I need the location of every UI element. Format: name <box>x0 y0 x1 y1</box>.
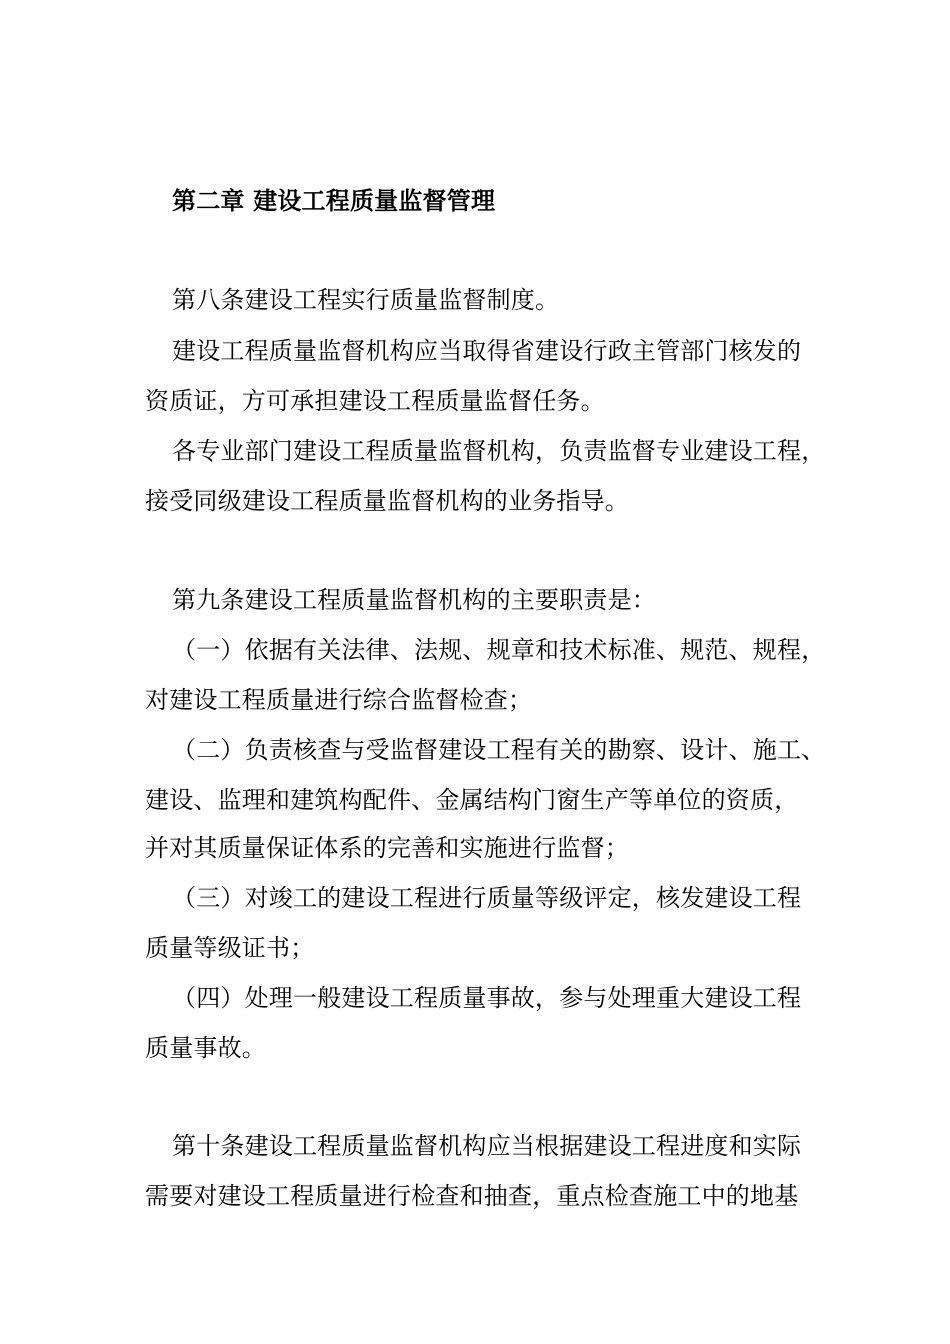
article9-item2-line1: （二）负责核查与受监督建设工程有关的勘察、设计、施工、 <box>172 736 826 764</box>
article9-item2-line3: 并对其质量保证体系的完善和实施进行监督； <box>145 834 629 862</box>
article8-line5: 接受同级建设工程质量监督机构的业务指导。 <box>145 487 629 515</box>
chapter-title: 第二章 建设工程质量监督管理 <box>172 186 496 215</box>
article10-line1: 第十条建设工程质量监督机构应当根据建设工程进度和实际 <box>172 1132 802 1160</box>
article9-item2-line2: 建设、监理和建筑构配件、金属结构门窗生产等单位的资质， <box>145 786 799 814</box>
article8-line2: 建设工程质量监督机构应当取得省建设行政主管部门核发的 <box>172 337 802 365</box>
article8-line4: 各专业部门建设工程质量监督机构，负责监督专业建设工程， <box>172 437 826 465</box>
article9-item3-line2: 质量等级证书； <box>145 934 315 962</box>
article9-item1-line2: 对建设工程质量进行综合监督检查； <box>145 686 533 714</box>
article9-item4-line2: 质量事故。 <box>145 1034 266 1062</box>
article9-item1-line1: （一）依据有关法律、法规、规章和技术标准、规范、规程， <box>172 636 826 664</box>
article10-line2: 需要对建设工程质量进行检查和抽查，重点检查施工中的地基 <box>145 1182 799 1210</box>
article9-item4-line1: （四）处理一般建设工程质量事故，参与处理重大建设工程 <box>172 984 802 1012</box>
article9-line1: 第九条建设工程质量监督机构的主要职责是： <box>172 586 656 614</box>
article8-line3: 资质证，方可承担建设工程质量监督任务。 <box>145 387 605 415</box>
article8-line1: 第八条建设工程实行质量监督制度。 <box>172 286 560 314</box>
article9-item3-line1: （三）对竣工的建设工程进行质量等级评定，核发建设工程 <box>172 884 802 912</box>
